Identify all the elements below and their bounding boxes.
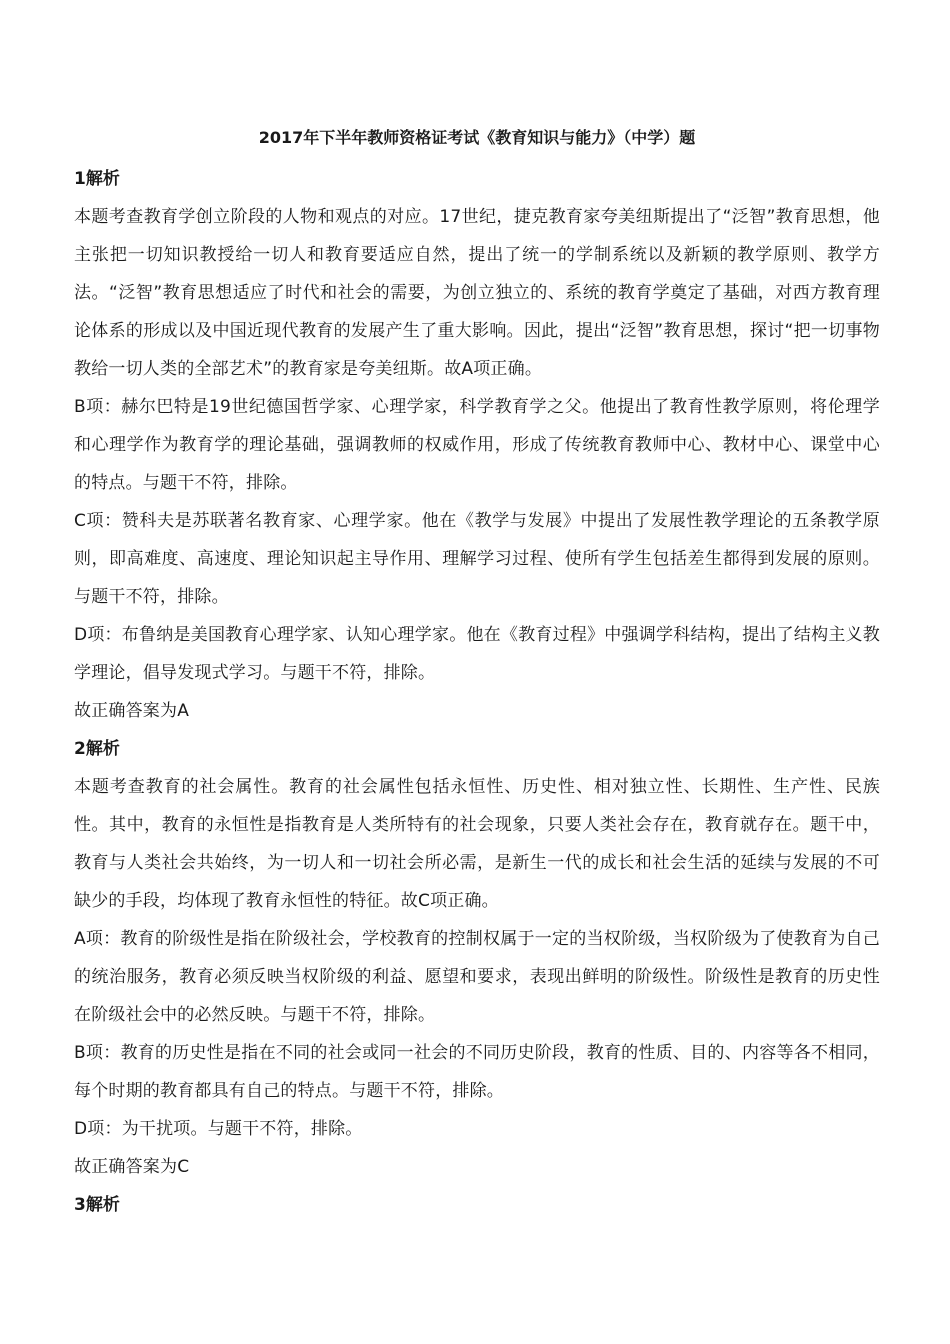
paragraph: C项：赞科夫是苏联著名教育家、心理学家。他在《教学与发展》中提出了发展性教学理论的五条教学原则，即高难度、高速度、理论知识起主导作用、理解学习过程、使所有学生包括差生都得到发展的原则。与题干不符，排除。: [74, 511, 880, 607]
document-title: 2017年下半年教师资格证考试《教育知识与能力》（中学）题: [258, 128, 696, 147]
section-1: [74, 160, 880, 730]
paragraph: B项：赫尔巴特是19世纪德国哲学家、心理学家，科学教育学之父。他提出了教育性教学原则，将伦理学和心理学作为教育学的理论基础，强调教师的权威作用，形成了传统教育教师中心、教材中心、课堂中心的特点。与题干不符，排除。: [74, 397, 880, 493]
section-3: [74, 1186, 880, 1224]
paragraph: D项：布鲁纳是美国教育心理学家、认知心理学家。他在《教育过程》中强调学科结构，提出了结构主义教学理论，倡导发现式学习。与题干不符，排除。: [74, 625, 880, 683]
paragraph: A项：教育的阶级性是指在阶级社会，学校教育的控制权属于一定的当权阶级，当权阶级为了使教育为自己的统治服务，教育必须反映当权阶级的利益、愿望和要求，表现出鲜明的阶级性。阶级性是教育的历史性在阶级社会中的必然反映。与题干不符，排除。: [74, 929, 880, 1025]
document-content: [74, 160, 880, 1224]
paragraph: 本题考查教育学创立阶段的人物和观点的对应。17世纪，捷克教育家夸美纽斯提出了“泛智”教育思想，他主张把一切知识教授给一切人和教育要适应自然，提出了统一的学制系统以及新颖的教学原则、教学方法。“泛智”教育思想适应了时代和社会的需要，为创立独立的、系统的教育学奠定了基础，对西方教育理论体系的形成以及中国近现代教育的发展产生了重大影响。因此，提出“泛智”教育思想，探讨“把一切事物教给一切人类的全部艺术”的教育家是夸美纽斯。故A项正确。: [74, 207, 880, 379]
paragraph: D项：为干扰项。与题干不符，排除。: [74, 1119, 363, 1139]
answer-line: 故正确答案为A: [74, 701, 190, 721]
section-heading: 2解析: [74, 739, 120, 759]
section-heading: 3解析: [74, 1195, 120, 1215]
answer-line: 故正确答案为C: [74, 1157, 190, 1177]
paragraph: 本题考查教育的社会属性。教育的社会属性包括永恒性、历史性、相对独立性、长期性、生产性、民族性。其中，教育的永恒性是指教育是人类所特有的社会现象，只要人类社会存在，教育就存在。题干中，教育与人类社会共始终，为一切人和一切社会所必需，是新生一代的成长和社会生活的延续与发展的不可缺少的手段，均体现了教育永恒性的特征。故C项正确。: [74, 777, 880, 911]
paragraph: B项：教育的历史性是指在不同的社会或同一社会的不同历史阶段，教育的性质、目的、内容等各不相同，每个时期的教育都具有自己的特点。与题干不符，排除。: [74, 1043, 880, 1101]
section-2: [74, 730, 880, 1186]
section-heading: 1解析: [74, 169, 120, 189]
